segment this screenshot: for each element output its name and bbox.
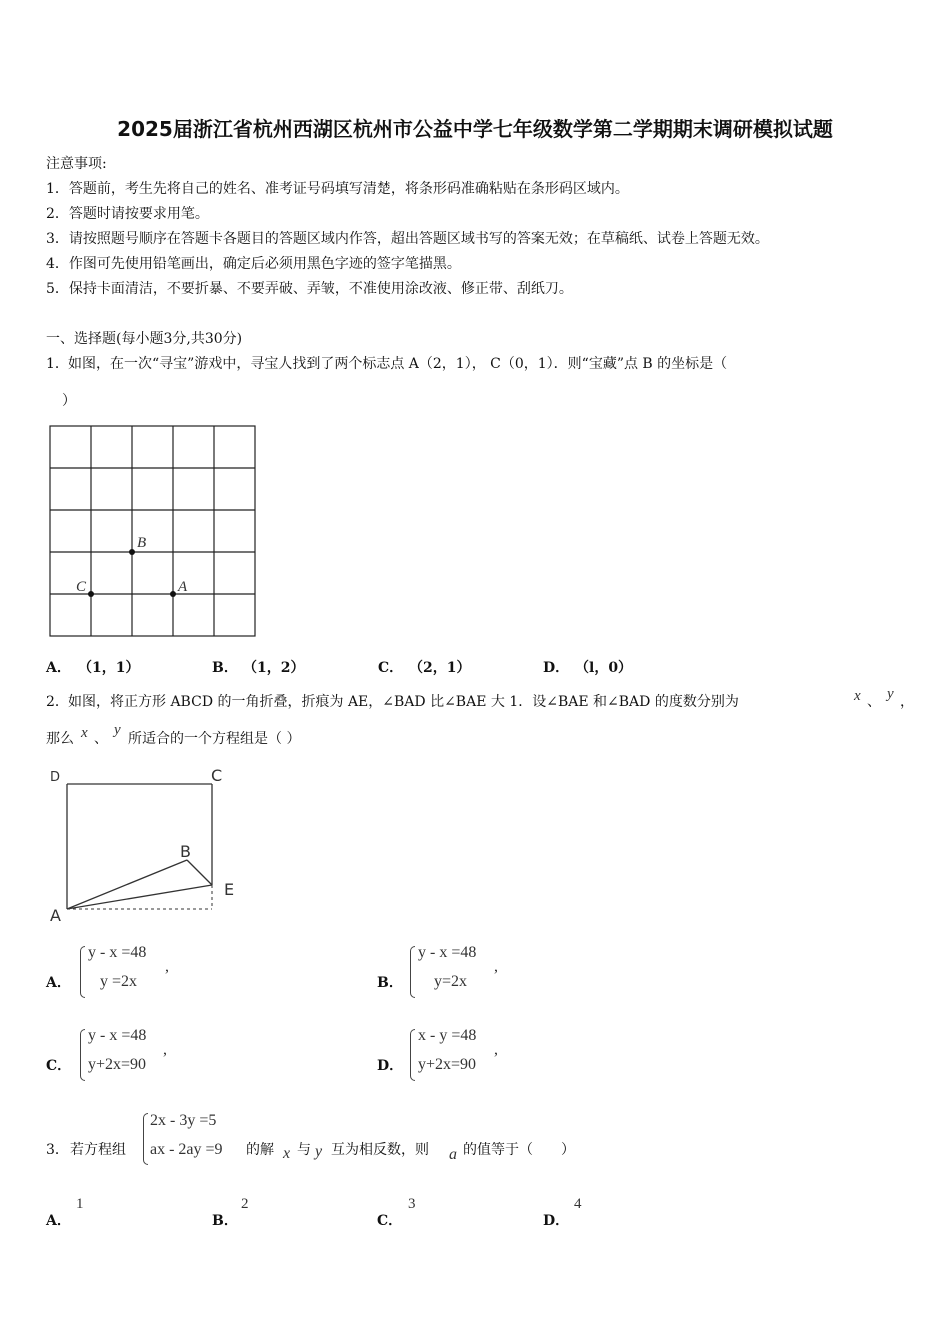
- q3-eq1: 2x - 3y =5: [150, 1112, 217, 1129]
- q3-option-b-letter: B．: [212, 1213, 238, 1229]
- q2-option-c-brace: [80, 1029, 85, 1081]
- q2-option-b-eq1: y - x =48: [418, 944, 477, 961]
- q3-suffix: 的值等于（ ）: [463, 1142, 575, 1158]
- q1-option-c-letter: C．: [378, 660, 404, 676]
- notice-item-1: 1．答题前，考生先将自己的姓名、准考证号码填写清楚，将条形码准确粘贴在条形码区域内。: [46, 181, 629, 197]
- q2-option-a-eq2: y =2x: [100, 973, 138, 990]
- q3-mid2: 与: [297, 1142, 311, 1158]
- label-c: C: [211, 766, 223, 785]
- q2-var-y: y: [887, 686, 894, 702]
- q2-option-d-brace: [410, 1029, 415, 1081]
- q3-mid3: 互为相反数，则: [331, 1142, 429, 1158]
- q2-line2-var-y: y: [114, 722, 121, 738]
- q1-number: 1．: [46, 356, 69, 372]
- q3-eq2: ax - 2ay =9: [150, 1141, 223, 1158]
- q1-option-a-letter: A．: [46, 660, 71, 676]
- q2-line2-sep: 、: [94, 731, 108, 747]
- q2-option-a-brace: [80, 946, 85, 998]
- label-b: B: [137, 535, 147, 551]
- q2-option-a-letter: A．: [46, 975, 71, 991]
- label-a: A: [50, 906, 61, 924]
- q3-mid1: 的解: [246, 1142, 274, 1158]
- q3-var-x: x: [283, 1145, 291, 1162]
- notice-item-4: 4．作图可先使用铅笔画出，确定后必须用黑色字迹的签字笔描黑。: [46, 256, 461, 272]
- q3-number: 3．: [46, 1142, 69, 1158]
- q2-option-c-tail: ,: [163, 1041, 167, 1058]
- q1-option-a: （1，1）: [78, 660, 140, 676]
- q3-option-a-value: 1: [76, 1196, 84, 1212]
- q2-line2-start: 那么: [46, 731, 74, 747]
- q2-number: 2．: [46, 694, 69, 710]
- q2-option-a-tail: ,: [165, 958, 169, 975]
- label-b: B: [180, 842, 191, 861]
- q2-line2-end: 所适合的一个方程组是（ ）: [128, 731, 301, 747]
- section-heading: 一、选择题(每小题3分,共30分): [46, 331, 243, 347]
- q1-text: 如图，在一次“寻宝”游戏中，寻宝人找到了两个标志点 A（2，1）， C（0，1）．则“宝藏”点 B 的坐标是（: [68, 356, 728, 372]
- q2-option-d-eq1: x - y =48: [418, 1027, 477, 1044]
- q2-option-b-letter: B．: [377, 975, 403, 991]
- q2-option-c-eq2: y+2x=90: [88, 1056, 147, 1073]
- q3-brace: [143, 1113, 148, 1165]
- q2-option-d-letter: D．: [377, 1058, 404, 1074]
- notice-item-3: 3．请按照题号顺序在答题卡各题目的答题区域内作答，超出答题区域书写的答案无效；在草稿纸、试卷上答题无效。: [46, 231, 769, 247]
- q2-option-c-letter: C．: [46, 1058, 72, 1074]
- q3-option-c-value: 3: [408, 1196, 416, 1212]
- q3-var-y: y: [315, 1143, 323, 1160]
- page-title: 2025届浙江省杭州西湖区杭州市公益中学七年级数学第二学期期末调研模拟试题: [117, 117, 833, 141]
- q2-option-c-eq1: y - x =48: [88, 1027, 147, 1044]
- q2-sep: 、: [867, 694, 881, 710]
- q3-option-d-letter: D．: [543, 1213, 570, 1229]
- q3-option-b-value: 2: [241, 1196, 249, 1212]
- point-a: [170, 591, 176, 597]
- q3-var-a: a: [449, 1146, 457, 1163]
- q2-option-b-eq2: y=2x: [434, 973, 468, 990]
- q3-option-d-value: 4: [574, 1196, 582, 1212]
- point-c: [88, 591, 94, 597]
- q2-option-d-tail: ,: [494, 1041, 498, 1058]
- q1-option-d: （l，0）: [575, 660, 633, 676]
- notice-heading: 注意事项:: [46, 156, 107, 172]
- q1-option-b-letter: B．: [212, 660, 238, 676]
- q1-option-b: （1，2）: [243, 660, 305, 676]
- q3-prefix: 若方程组: [70, 1142, 126, 1158]
- q2-option-d-eq2: y+2x=90: [418, 1056, 477, 1073]
- q2-var-x: x: [854, 688, 861, 704]
- label-a: A: [178, 579, 188, 595]
- q3-option-a-letter: A．: [46, 1213, 71, 1229]
- q1-text-end: ）: [62, 393, 76, 409]
- q2-option-b-tail: ,: [494, 958, 498, 975]
- q2-option-b-brace: [410, 946, 415, 998]
- q1-option-c: （2，1）: [409, 660, 471, 676]
- q2-line2-var-x: x: [81, 725, 88, 741]
- q2-option-a-eq1: y - x =48: [88, 944, 147, 961]
- q1-option-d-letter: D．: [543, 660, 570, 676]
- q1-grid-figure: [48, 424, 258, 639]
- q3-option-c-letter: C．: [377, 1213, 403, 1229]
- q2-text: 如图，将正方形 ABCD 的一角折叠，折痕为 AE，∠BAD 比∠BAE 大 1．设∠BAE 和∠BAD 的度数分别为: [68, 694, 739, 710]
- point-b: [129, 549, 135, 555]
- notice-item-2: 2．答题时请按要求用笔。: [46, 206, 209, 222]
- q2-comma: ，: [900, 694, 914, 710]
- notice-item-5: 5．保持卡面清洁，不要折暴、不要弄破、弄皱，不准使用涂改液、修正带、刮纸刀。: [46, 281, 573, 297]
- label-c: C: [76, 579, 87, 595]
- label-e: E: [224, 880, 235, 899]
- label-d: D: [50, 770, 61, 785]
- q2-square-figure: [46, 764, 246, 924]
